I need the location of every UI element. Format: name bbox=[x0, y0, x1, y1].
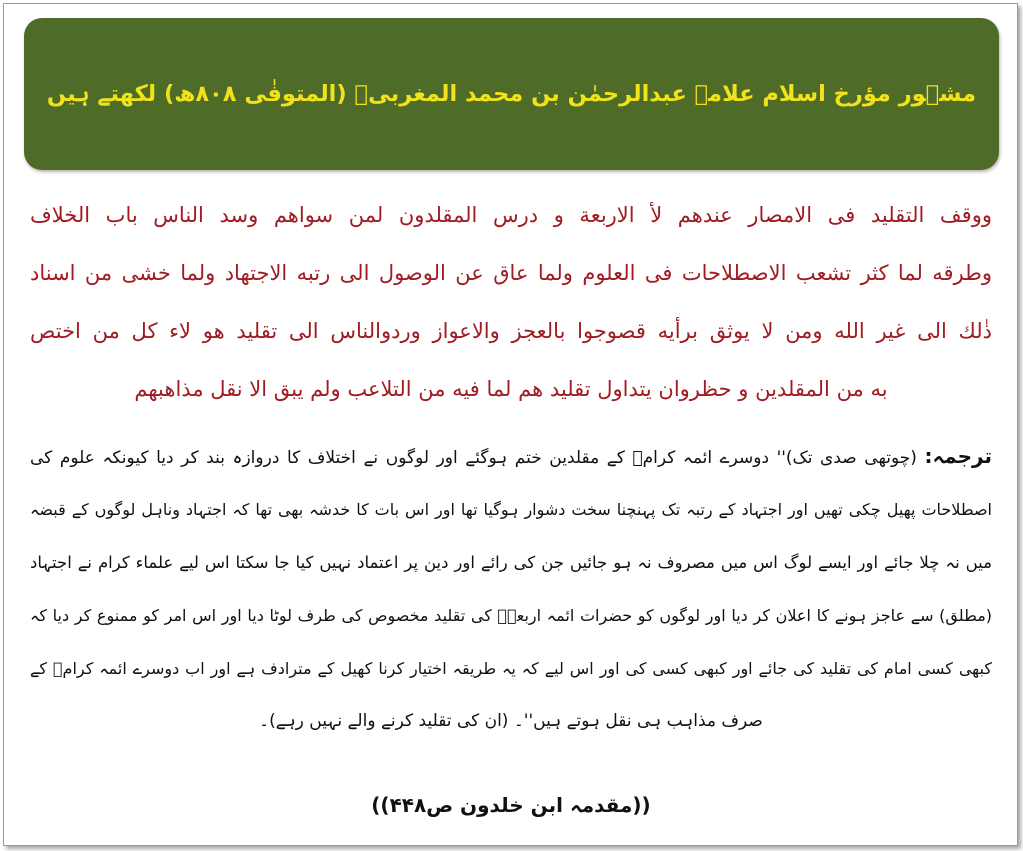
translation-line: (مطلق) سے عاجز ہونے کا اعلان کر دیا اور لوگوں کو حضرات ائمہ اربعہؒ کی تقلید مخصوص کی طرف لوٹا دیا اور اس امر کو ممنوع کر دیا کہ bbox=[30, 606, 992, 625]
translation-line bbox=[30, 430, 992, 483]
arabic-quote-line: به من المقلدين و حظروان يتداول تقليد هم لما فيه من التلاعب ولم يبق الا نقل مذاهبهم bbox=[134, 377, 888, 401]
arabic-quote bbox=[30, 186, 992, 418]
title-banner bbox=[24, 18, 999, 170]
translation-first-line: (چوتھی صدی تک)'' دوسرے ائمہ کرامؒ کے مقلدین ختم ہوگئے اور لوگوں نے اختلاف کا دروازہ بند کر دیا کیونکہ علوم کی bbox=[30, 448, 917, 468]
translation-line: کبھی کسی امام کی تقلید کی جائے اور کبھی کسی کی اور اس لیے کہ یہ طریقہ اختیار کرنا کھیل کے مترادف ہے اور اب دوسرے ائمہ کرامؒ کے bbox=[30, 659, 992, 678]
urdu-translation bbox=[30, 430, 992, 748]
banner-title: مشہور مؤرخ اسلام علامہ عبدالرحمٰن بن محمد المغربیؒ (المتوفٰی ۸۰۸ھ) لکھتے ہیں bbox=[46, 81, 977, 107]
translation-last-line: صرف مذاہب ہی نقل ہوتے ہیں''۔ (ان کی تقلید کرنے والے نہیں رہے)۔ bbox=[259, 711, 763, 731]
source-citation: ((مقدمہ ابن خلدون ص۴۴۸)) bbox=[371, 793, 651, 817]
translation-label: ترجمہ: bbox=[924, 444, 992, 468]
arabic-quote-line: ووقف التقليد فی الامصار عندهم لأ الاربعة و درس المقلدون لمن سواهم وسد الناس باب الخلاف bbox=[30, 203, 992, 227]
arabic-quote-line: ذٰلك الی غير الله ومن لا يوثق برأيه قصوجوا بالعجز والاعواز وردوالناس الی تقليد هو لاء كل من اختص bbox=[30, 319, 992, 343]
translation-line: میں نہ چلا جائے اور ایسے لوگ اس میں مصروف نہ ہو جائیں جن کی رائے اور دین پر اعتماد نہیں کیا جا سکتا اس لیے علماء کرام نے اجتہاد bbox=[30, 553, 992, 572]
arabic-quote-line: وطرقه لما كثر تشعب الاصطلاحات فی العلوم ولما عاق عن الوصول الی رتبه الاجتهاد ولما خشی من اسناد bbox=[30, 261, 992, 285]
translation-line: اصطلاحات پھیل چکی تھیں اور اجتہاد کے رتبہ تک پہنچنا سخت دشوار ہوگیا تھا اور اس بات کا خدشہ بھی تھا کہ اجتہاد وناہل لوگوں کے قبضہ bbox=[30, 500, 992, 519]
